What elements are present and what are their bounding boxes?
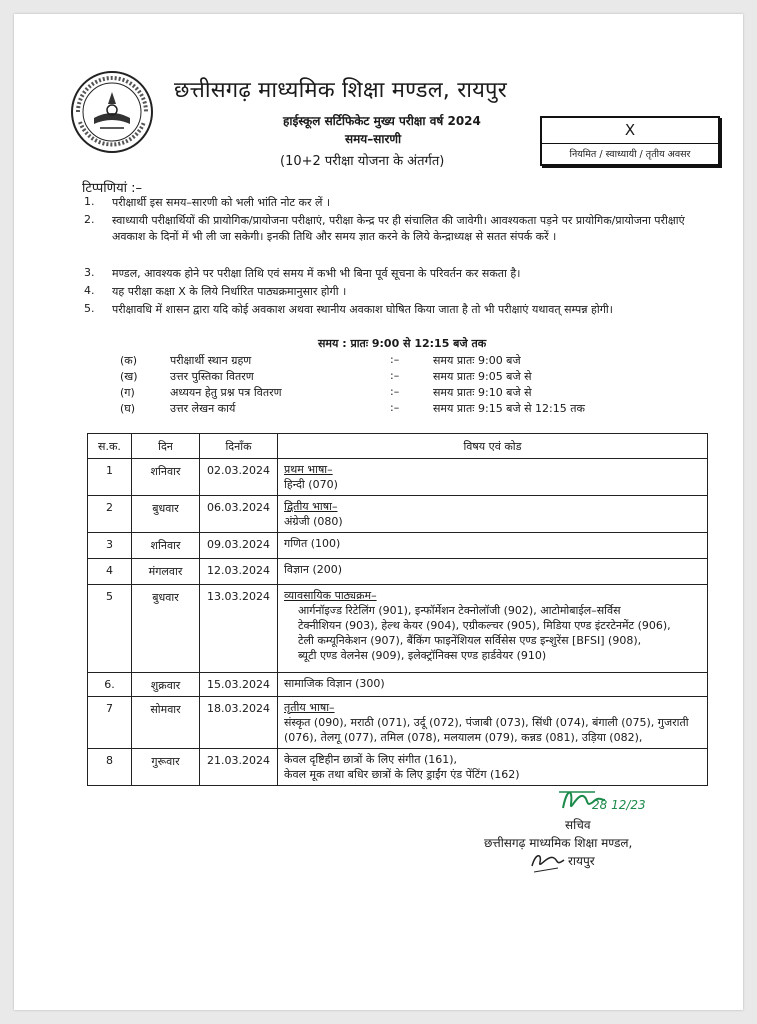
row-date: 06.03.2024 [200,496,278,533]
schedule-activity: उत्तर पुस्तिका वितरण [170,370,254,383]
table-row [88,533,708,559]
row-serial: 5 [88,585,132,673]
subject-line: टेक्नीशियन (903), हेल्थ केयर (904), एग्रीकल्चर (905), मिडिया एण्ड इंटरटेनमेंट (906), [298,619,671,632]
subject-line: केवल मूक तथा बधिर छात्रों के लिए ड्राईंग एंड पेंटिंग (162) [284,768,520,781]
row-date: 21.03.2024 [200,749,278,786]
note-text: परीक्षावधि में शासन द्वारा यदि कोई अवकाश अथवा स्थानीय अवकाश घोषित किया जाता है तो भी परीक्षाएं यथावत् सम्पन्न होगी। [112,303,613,316]
subject-group-heading: प्रथम भाषा– [284,463,333,476]
table-header-row [88,434,708,459]
row-day: सोमवार [132,697,200,749]
row-serial: 8 [88,749,132,786]
row-date: 15.03.2024 [200,673,278,697]
row-subject [278,697,708,749]
schedule-row [120,369,680,385]
row-day: शुक्रवार [132,673,200,697]
table-row [88,673,708,697]
exam-title: हाईस्कूल सर्टिफिकेट मुख्य परीक्षा वर्ष 2024 [283,114,481,128]
subject-line: विज्ञान (200) [284,563,343,576]
row-date: 02.03.2024 [200,459,278,496]
note-number: 1. [84,195,95,208]
timetable-title: समय–सारणी [345,132,402,146]
schedule-mark: (ग) [120,386,135,399]
subject-line: आर्गनॉइज्ड रिटेलिंग (901), इन्फॉर्मेशन टेक्नोलॉजी (902), आटोमोबाईल–सर्विस [298,604,621,617]
row-serial: 6. [88,673,132,697]
col-header-day: दिन [132,434,200,459]
schedule-activity: परीक्षार्थी स्थान ग्रहण [170,354,252,367]
row-day: गुरूवार [132,749,200,786]
subject-line: टेली कम्यूनिकेशन (907), बैंकिंग फाइनेंशियल सर्विसेस एण्ड इन्शुरेंस [BFSI] (908), [298,634,642,647]
subject-line: ब्यूटी एण्ड वेलनेस (909), इलेक्ट्रॉनिक्स एण्ड हार्डवेयर (910) [298,649,547,662]
row-day: शनिवार [132,533,200,559]
class-box [540,116,720,166]
row-serial: 4 [88,559,132,585]
candidate-category: नियमित / स्वाध्यायी / तृतीय अवसर [542,143,718,160]
row-date: 12.03.2024 [200,559,278,585]
note-number: 2. [84,213,95,226]
board-logo-icon [70,70,154,154]
subject-group-heading: व्यावसायिक पाठ्यक्रम– [284,589,377,602]
subject-line: हिन्दी (070) [284,478,338,491]
exam-scheme: (10+2 परीक्षा योजना के अंतर्गत) [280,154,445,169]
class-label: X [624,121,636,139]
subject-line: संस्कृत (090), मराठी (071), उर्दू (072), पंजाबी (073), सिंधी (074), बंगाली (075), गुजराती [284,716,689,729]
row-subject [278,559,708,585]
col-header-serial: स.क. [88,434,132,459]
row-subject [278,749,708,786]
row-subject [278,533,708,559]
schedule-time: समय प्रातः 9:10 बजे से [433,386,532,399]
row-day: शनिवार [132,459,200,496]
table-row [88,585,708,673]
subject-group-heading: तृतीय भाषा– [284,701,335,714]
schedule-separator: :– [390,369,400,382]
col-header-subject: विषय एवं कोड [278,434,708,459]
row-subject [278,496,708,533]
row-subject [278,673,708,697]
table-row [88,559,708,585]
note-number: 5. [84,302,95,315]
schedule-row [120,401,680,417]
schedule-separator: :– [390,401,400,414]
note-text: परीक्षार्थी इस समय–सारणी को भली भांति नोट कर लें । [112,196,331,209]
initial-signature-icon [528,848,568,874]
row-serial: 3 [88,533,132,559]
table-row [88,749,708,786]
schedule-row [120,385,680,401]
schedule-row [120,353,680,369]
schedule-separator: :– [390,385,400,398]
board-name: छत्तीसगढ़ माध्यमिक शिक्षा मण्डल, रायपुर [174,78,507,103]
subject-line: सामाजिक विज्ञान (300) [284,677,385,690]
row-serial: 7 [88,697,132,749]
signatory-board: छत्तीसगढ़ माध्यमिक शिक्षा मण्डल, [484,836,633,850]
subject-line: अंग्रेजी (080) [284,515,343,528]
subject-line: (076), तेलगू (077), तमिल (078), मलयालम (079), कन्नड (081), उड़िया (082), [284,731,643,744]
subject-line: गणित (100) [284,537,341,550]
row-date: 18.03.2024 [200,697,278,749]
row-serial: 1 [88,459,132,496]
schedule-time: समय प्रातः 9:00 बजे [433,354,521,367]
schedule-activity: अध्ययन हेतु प्रश्न पत्र वितरण [170,386,282,399]
signatory-city: रायपुर [568,854,595,868]
row-date: 13.03.2024 [200,585,278,673]
row-serial: 2 [88,496,132,533]
schedule-time: समय प्रातः 9:05 बजे से [433,370,532,383]
table-row [88,459,708,496]
row-day: मंगलवार [132,559,200,585]
subject-line: केवल दृष्टिहीन छात्रों के लिए संगीत (161), [284,753,458,766]
table-row [88,697,708,749]
exam-timetable [87,433,708,786]
row-day: बुधवार [132,496,200,533]
note-text: स्वाध्यायी परीक्षार्थियों की प्रायोगिक/प्रायोजना परीक्षाएं, परीक्षा केन्द्र पर ही संचालित की जावेगी। आवश्यकता पड़ने पर प्रायोगिक/प्रायोजना परीक्षाएं अवकाश के दिनों में भी ली जा सकेगी। इनकी तिथि और समय ज्ञात करने के लिये केन्द्राध्यक्ष से सतत संपर्क करें । [112,214,685,243]
note-number: 3. [84,266,95,279]
row-subject [278,459,708,496]
schedule-mark: (ख) [120,370,138,383]
note-text: मण्डल, आवश्यक होने पर परीक्षा तिथि एवं समय में कभी भी बिना पूर्व सूचना के परिवर्तन कर सकता है। [112,267,521,280]
timing-heading: समय : प्रातः 9:00 से 12:15 बजे तक [318,337,487,350]
handwritten-date: 28 12/23 [592,798,646,812]
subject-group-heading: द्वितीय भाषा– [284,500,338,513]
col-header-date: दिनाँक [200,434,278,459]
notes-heading: टिप्पणियां :– [82,181,142,196]
note-text: यह परीक्षा कक्षा X के लिये निर्धारित पाठ्यक्रमानुसार होगी । [112,285,347,298]
schedule-separator: :– [390,353,400,366]
schedule-mark: (घ) [120,402,136,415]
schedule-time: समय प्रातः 9:15 बजे से 12:15 तक [433,402,585,415]
row-subject [278,585,708,673]
schedule-activity: उत्तर लेखन कार्य [170,402,236,415]
row-day: बुधवार [132,585,200,673]
schedule-mark: (क) [120,354,138,367]
row-date: 09.03.2024 [200,533,278,559]
note-number: 4. [84,284,95,297]
signatory-designation: सचिव [565,818,591,832]
table-row [88,496,708,533]
